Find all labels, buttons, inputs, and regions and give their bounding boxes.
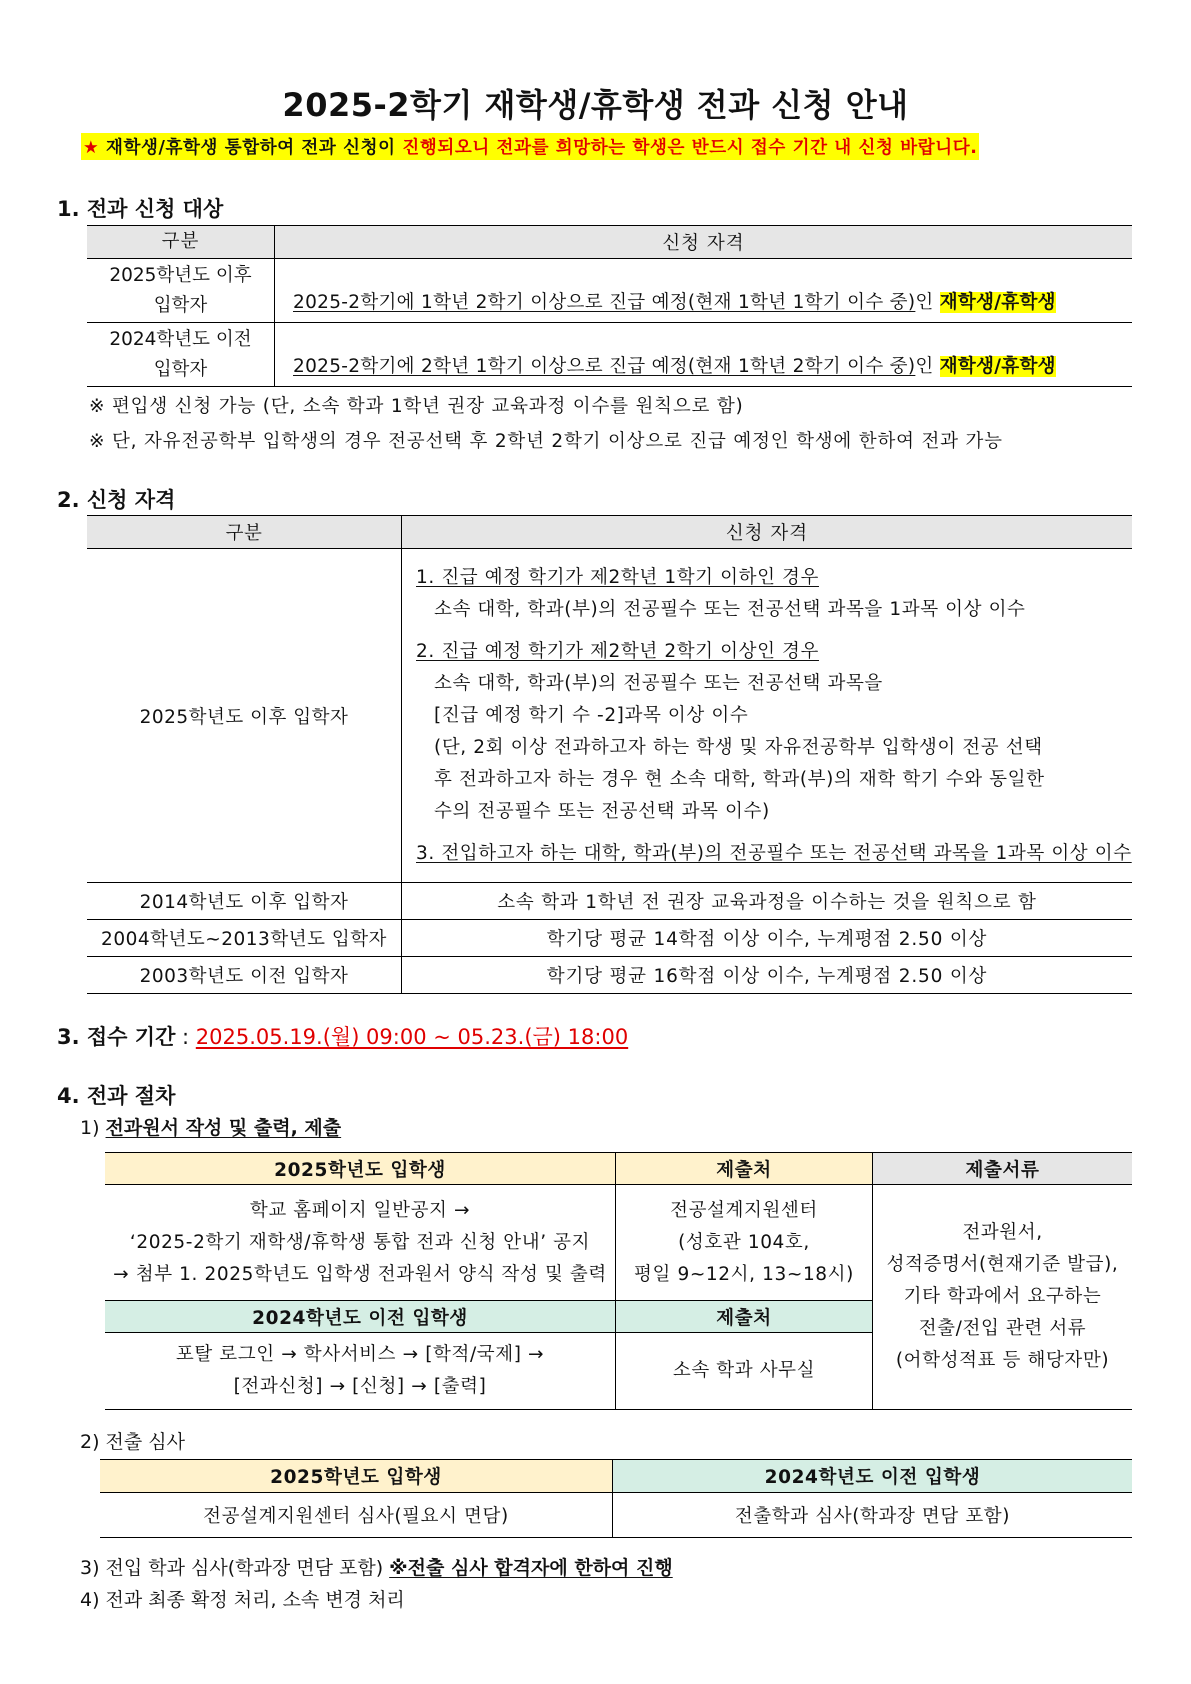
qualification-table bbox=[87, 515, 1132, 994]
step1-heading: 1) 전과원서 작성 및 출력, 제출 bbox=[80, 1117, 342, 1139]
star-icon: ★ bbox=[83, 138, 100, 158]
step4-text: 4) 전과 최종 확정 처리, 소속 변경 처리 bbox=[80, 1589, 405, 1611]
table-header: 제출처 bbox=[616, 1301, 873, 1333]
qualification-item-3: 3. 전입하고자 하는 대학, 학과(부)의 전공필수 또는 전공선택 과목을 1과목 이상 이수 bbox=[416, 842, 1132, 864]
step3-text: 3) 전입 학과 심사(학과장 면담 포함) ※전출 심사 합격자에 한하여 진행 bbox=[80, 1557, 673, 1579]
row-text: 2025-2학기에 2학년 1학기 이상으로 진급 예정(현재 1학년 2학기 이수 중) bbox=[293, 355, 916, 377]
highlight-badge: 재학생/휴학생 bbox=[939, 291, 1056, 313]
eligibility-table bbox=[87, 225, 1132, 387]
table-header: 신청 자격 bbox=[402, 516, 1133, 549]
table-row: 전공설계지원센터 심사(필요시 면담) 전출학과 심사(학과장 면담 포함) bbox=[100, 1493, 1132, 1538]
table-row: 2014학년도 이후 입학자 소속 학과 1학년 전 권장 교육과정을 이수하는 것을 원칙으로 함 bbox=[87, 883, 1132, 920]
row-category: 2025학년도 이후 입학자 bbox=[87, 259, 275, 323]
table-row: 포탈 로그인 → 학사서비스 → [학적/국제] → [전과신청] → [신청] → [출력] 소속 학과 사무실 bbox=[105, 1333, 1132, 1410]
qualification-item-1: 1. 진급 예정 학기가 제2학년 1학기 이하인 경우 bbox=[416, 566, 819, 588]
table-header: 2024학년도 이전 입학생 bbox=[105, 1301, 616, 1333]
transfer-review-table bbox=[100, 1459, 1132, 1538]
table-header: 구분 bbox=[87, 226, 275, 259]
table-header: 제출처 bbox=[616, 1153, 873, 1185]
page-title: 2025-2학기 재학생/휴학생 전과 신청 안내 bbox=[282, 86, 909, 124]
step2-heading: 2) 전출 심사 bbox=[80, 1431, 185, 1453]
table-row: 2025학년도 이후 입학자 1. 진급 예정 학기가 제2학년 1학기 이하인 경우 소속 대학, 학과(부)의 전공필수 또는 전공선택 과목을 1과목 이상 이수 2. 진급 예정 학기가 제2학년 2학기 이상인 경우 소속 대학, 학과(부)의 전공필수 또는 전공선택 과목을 [진급 예정 학기 수 -2]과목 이상 이수 (단, 2회 이상 전과하고자 하는 학생 및 자유전공학부 입학생이 전공 선택 후 전과하고자 하는 경우 현 소속 대학, 학과(부)의 재학 학기 수와 동일한 수의 전공필수 또는 전공선택 과목 이수) 3. 전입하고자 하는 대학, 학과(부)의 전공필수 또는 전공선택 과목을 1과목 이상 이수 bbox=[87, 549, 1132, 883]
notice-text-2: 진행되오니 전과를 희망하는 학생은 반드시 접수 기간 내 신청 바랍니다. bbox=[402, 138, 978, 158]
table-header: 구분 bbox=[87, 516, 402, 549]
table-row: 2025학년도 이후 입학자 2025-2학기에 1학년 2학기 이상으로 진급 예정(현재 1학년 1학기 이수 중)인 재학생/휴학생 bbox=[87, 259, 1132, 323]
row-category: 2024학년도 이전 입학자 bbox=[87, 323, 275, 387]
table-row: 2024학년도 이전 입학자 2025-2학기에 2학년 1학기 이상으로 진급 예정(현재 1학년 2학기 이수 중)인 재학생/휴학생 bbox=[87, 323, 1132, 387]
highlight-badge: 재학생/휴학생 bbox=[939, 355, 1056, 377]
section2-heading: 2. 신청 자격 bbox=[57, 488, 176, 512]
required-documents: 전과원서, 성적증명서(현재기준 발급), 기타 학과에서 요구하는 전출/전입 관련 서류 (어학성적표 등 해당자만) bbox=[873, 1185, 1133, 1410]
table-header: 제출서류 bbox=[873, 1153, 1133, 1185]
table-header: 신청 자격 bbox=[275, 226, 1133, 259]
notice-text-1: 재학생/휴학생 통합하여 전과 신청이 bbox=[106, 138, 403, 158]
table-row: 학교 홈페이지 일반공지 → ‘2025-2학기 재학생/휴학생 통합 전과 신청 안내’ 공지 → 첨부 1. 2025학년도 입학생 전과원서 양식 작성 및 출력 전공설계지원센터 (성호관 104호, 평일 9~12시, 13~18시) 전과원서, 성적증명서(현재기준 발급), 기타 학과에서 요구하는 전출/전입 관련 서류 (어학성적표 등 해당자만) bbox=[105, 1185, 1132, 1301]
note-2: ※ 단, 자유전공학부 입학생의 경우 전공선택 후 2학년 2학기 이상으로 진급 예정인 학생에 한하여 전과 가능 bbox=[89, 431, 1003, 452]
application-period: 2025.05.19.(월) 09:00 ~ 05.23.(금) 18:00 bbox=[195, 1025, 629, 1049]
procedure-table bbox=[105, 1152, 1132, 1410]
table-row: 2004학년도~2013학년도 입학자 학기당 평균 14학점 이상 이수, 누계평점 2.50 이상 bbox=[87, 920, 1132, 957]
section3-heading: 3. 접수 기간 : 2025.05.19.(월) 09:00 ~ 05.23.(금) 18:00 bbox=[57, 1025, 629, 1049]
note-1: ※ 편입생 신청 가능 (단, 소속 학과 1학년 권장 교육과정 이수를 원칙으로 함) bbox=[89, 396, 744, 417]
section1-heading: 1. 전과 신청 대상 bbox=[57, 197, 224, 221]
notice-banner bbox=[81, 133, 979, 160]
table-header: 2025학년도 입학생 bbox=[100, 1460, 613, 1493]
row-category: 2025학년도 이후 입학자 bbox=[87, 549, 402, 883]
table-header: 2025학년도 입학생 bbox=[105, 1153, 616, 1185]
table-row: 2003학년도 이전 입학자 학기당 평균 16학점 이상 이수, 누계평점 2.50 이상 bbox=[87, 957, 1132, 994]
table-header: 2024학년도 이전 입학생 bbox=[613, 1460, 1133, 1493]
section4-heading: 4. 전과 절차 bbox=[57, 1084, 176, 1108]
row-text: 2025-2학기에 1학년 2학기 이상으로 진급 예정(현재 1학년 1학기 이수 중) bbox=[293, 291, 916, 313]
qualification-item-2: 2. 진급 예정 학기가 제2학년 2학기 이상인 경우 bbox=[416, 640, 819, 662]
